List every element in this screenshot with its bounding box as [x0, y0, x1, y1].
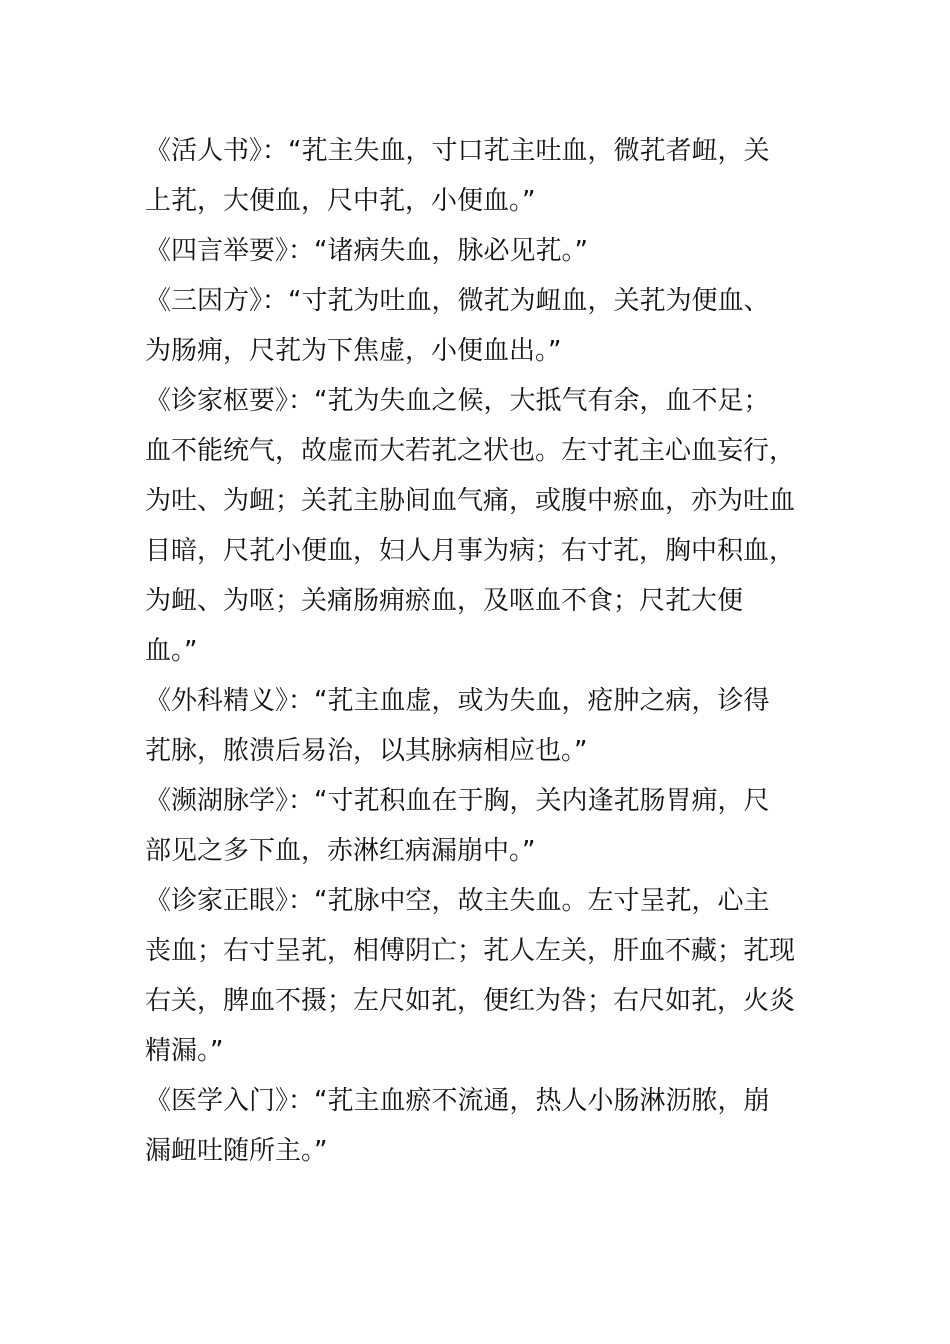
text-line: 《四言举要》：“诸病失血，脉必见芤。”	[145, 236, 588, 266]
text-line: 《诊家枢要》：“芤为失血之候，大抵气有余，血不足；	[145, 386, 770, 416]
text-line: 《濒湖脉学》：“寸芤积血在于胸，关内逢芤肠胃痈，尺	[145, 786, 770, 816]
text-line: 精漏。”	[145, 1036, 224, 1066]
text-line: 为吐、为衄；关芤主胁间血气痛，或腹中瘀血，亦为吐血	[145, 486, 796, 516]
text-line: 丧血；右寸呈芤，相傅阴亡；芤人左关，肝血不藏；芤现	[145, 936, 796, 966]
text-line: 目暗，尺芤小便血，妇人月事为病；右寸芤，胸中积血，	[145, 536, 796, 566]
text-line: 《三因方》：“寸芤为吐血，微芤为衄血，关芤为便血、	[145, 286, 770, 316]
document-body	[145, 126, 795, 1176]
text-line: 芤脉，脓溃后易治，以其脉病相应也。”	[145, 736, 588, 766]
text-line: 《医学入门》：“芤主血瘀不流通，热人小肠淋沥脓，崩	[145, 1086, 770, 1116]
text-line: 为肠痈，尺芤为下焦虚，小便血出。”	[145, 336, 562, 366]
text-line: 为衄、为呕；关痛肠痈瘀血，及呕血不食；尺芤大便	[145, 586, 744, 616]
text-line: 血不能统气，故虚而大若芤之状也。左寸芤主心血妄行，	[145, 436, 796, 466]
text-line: 《活人书》：“芤主失血，寸口芤主吐血，微芤者衄，关	[145, 136, 770, 166]
text-line: 上芤，大便血，尺中芤，小便血。”	[145, 186, 536, 216]
text-line: 《诊家正眼》：“芤脉中空，故主失血。左寸呈芤，心主	[145, 886, 770, 916]
text-line: 部见之多下血，赤淋红病漏崩中。”	[145, 836, 536, 866]
text-line: 血。”	[145, 636, 198, 666]
text-line: 右关，脾血不摄；左尺如芤，便红为咎；右尺如芤，火炎	[145, 986, 796, 1016]
text-line: 《外科精义》：“芤主血虚，或为失血，疮肿之病，诊得	[145, 686, 770, 716]
text-line: 漏衄吐随所主。”	[145, 1136, 328, 1166]
